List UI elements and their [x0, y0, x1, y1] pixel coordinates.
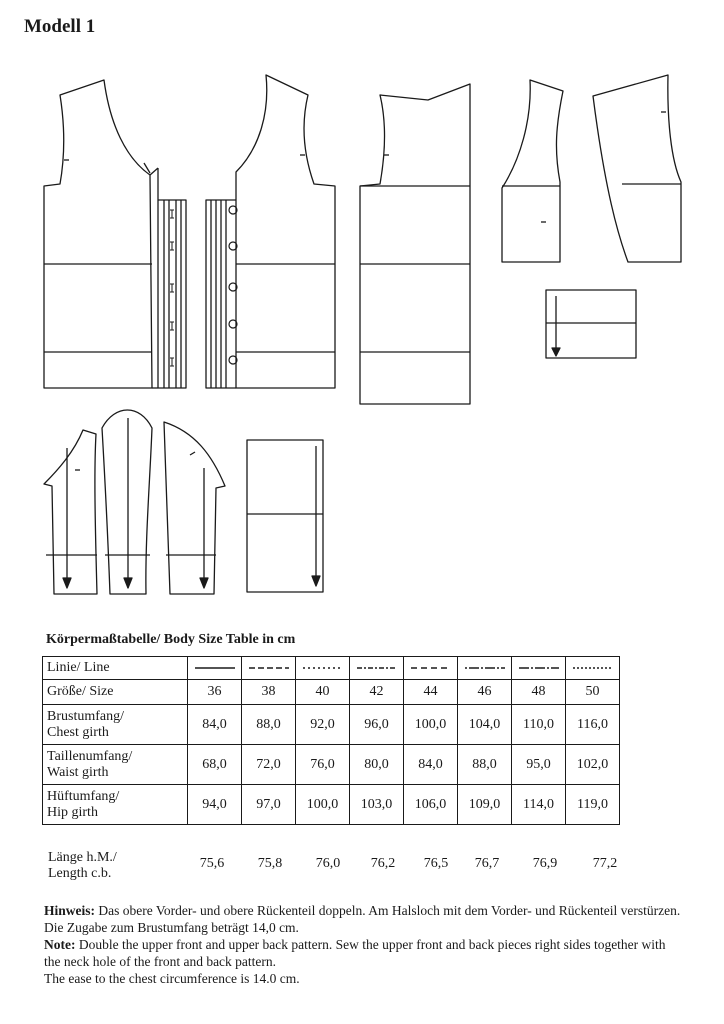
length-value: 77,2: [592, 856, 618, 871]
size-cell: 42: [350, 680, 404, 705]
sleeve-pattern-pieces: [44, 410, 225, 594]
table-cell: 110,0: [512, 705, 566, 745]
chest-girth-row: [43, 705, 620, 745]
waist-girth-label: Taillenumfang/ Waist girth: [43, 745, 188, 785]
note-english: Note: Double the upper front and upper back pattern. Sew the upper front and back pieces right sides together with the neck hole of the front and back pattern.: [44, 937, 666, 969]
table-cell: 68,0: [188, 745, 242, 785]
table-cell: 116,0: [566, 705, 620, 745]
line-style-sample: [357, 665, 397, 671]
table-cell: 72,0: [242, 745, 296, 785]
line-style-sample: [411, 665, 451, 671]
table-cell: 76,0: [296, 745, 350, 785]
line-style-sample: [303, 665, 343, 671]
table-cell: 84,0: [188, 705, 242, 745]
back-pattern-piece: [360, 84, 470, 404]
table-title: Körpermaßtabelle/ Body Size Table in cm: [46, 632, 296, 647]
note-english-ease: The ease to the chest circumference is 14.0 cm.: [44, 971, 300, 986]
table-cell: 92,0: [296, 705, 350, 745]
note-german: Hinweis: Das obere Vorder- und obere Rückenteil doppeln. Am Halsloch mit dem Vorder- und Rückenteil verstürzen. Die Zugabe zum Brustumfang beträgt 14,0 cm.: [44, 903, 681, 935]
length-value: 76,7: [474, 856, 500, 871]
table-cell: 103,0: [350, 785, 404, 825]
sewing-note: [44, 902, 684, 987]
table-cell: 109,0: [458, 785, 512, 825]
line-style-sample: [195, 665, 235, 671]
length-value: 76,9: [532, 856, 558, 871]
page-title: Modell 1: [24, 16, 96, 37]
size-row: [43, 680, 620, 705]
length-value: 75,6: [199, 856, 225, 871]
table-cell: 80,0: [350, 745, 404, 785]
line-row-label: Linie/ Line: [43, 657, 188, 680]
size-cell: 48: [512, 680, 566, 705]
body-size-table: [42, 656, 620, 825]
table-cell: 106,0: [404, 785, 458, 825]
length-value: 76,0: [315, 856, 341, 871]
length-value: 75,8: [257, 856, 283, 871]
line-style-sample: [465, 665, 505, 671]
length-value: 76,2: [370, 856, 396, 871]
size-cell: 44: [404, 680, 458, 705]
line-style-sample: [519, 665, 559, 671]
table-cell: 97,0: [242, 785, 296, 825]
line-style-sample: [573, 665, 613, 671]
table-cell: 84,0: [404, 745, 458, 785]
buttonhole-marks: [170, 210, 174, 366]
table-cell: 114,0: [512, 785, 566, 825]
length-row: [48, 850, 668, 886]
length-value: 76,5: [423, 856, 449, 871]
table-cell: 104,0: [458, 705, 512, 745]
size-cell: 40: [296, 680, 350, 705]
table-cell: 94,0: [188, 785, 242, 825]
pattern-drawings: [0, 60, 724, 610]
size-cell: 36: [188, 680, 242, 705]
table-cell: 88,0: [458, 745, 512, 785]
table-cell: 100,0: [296, 785, 350, 825]
size-row-label: Größe/ Size: [43, 680, 188, 705]
table-cell: 119,0: [566, 785, 620, 825]
table-cell: 100,0: [404, 705, 458, 745]
table-cell: 95,0: [512, 745, 566, 785]
side-pattern-pieces: [502, 75, 681, 262]
facing-pattern-piece: [247, 440, 323, 592]
front-left-pattern-piece: [44, 80, 186, 388]
size-cell: 38: [242, 680, 296, 705]
chest-girth-label: Brustumfang/ Chest girth: [43, 705, 188, 745]
pocket-pattern-piece: [546, 290, 636, 358]
size-cell: 50: [566, 680, 620, 705]
hip-girth-row: [43, 785, 620, 825]
size-cell: 46: [458, 680, 512, 705]
table-cell: 96,0: [350, 705, 404, 745]
line-style-sample: [249, 665, 289, 671]
waist-girth-row: [43, 745, 620, 785]
hip-girth-label: Hüftumfang/ Hip girth: [43, 785, 188, 825]
length-label: Länge h.M./ Length c.b.: [48, 850, 117, 881]
table-cell: 102,0: [566, 745, 620, 785]
table-cell: 88,0: [242, 705, 296, 745]
line-row: [43, 657, 620, 680]
front-right-pattern-piece: [206, 75, 335, 388]
